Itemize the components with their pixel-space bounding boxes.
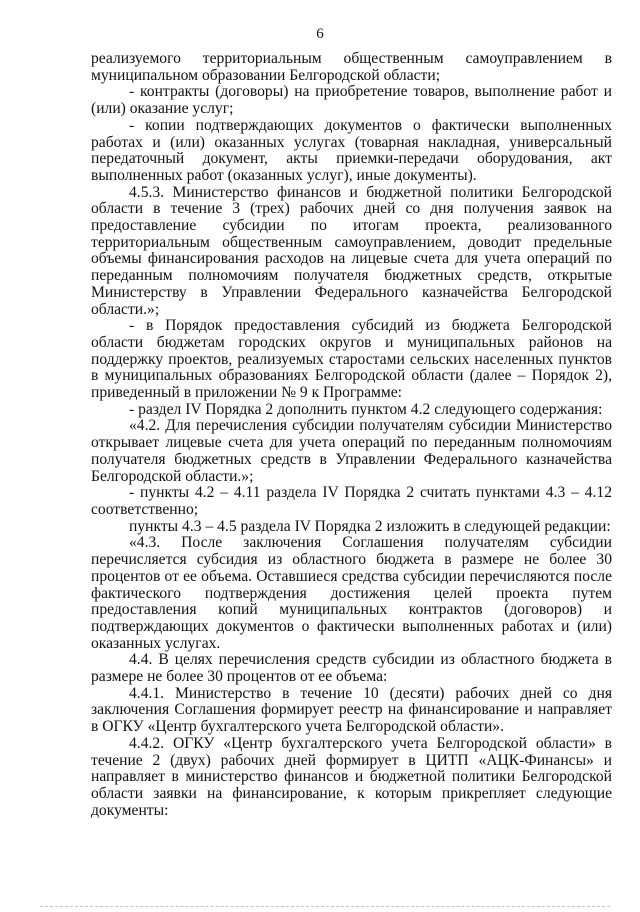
paragraph-4-4-1: 4.4.1. Министерство в течение 10 (десяти) рабочих дней со дня заключения Соглашения формирует реестр на финансирование и направляет в ОГКУ «Центр бухгалтерского учета Белгородской области». <box>91 684 612 736</box>
scan-bottom-edge <box>40 906 610 908</box>
paragraph-4-3: «4.3. После заключения Соглашения получателям субсидии перечисляется субсидия из областного бюджета в размере не более 30 процентов от ее объема. Оставшиеся средства субсидии перечисляются после фактического подтверждения достижения целей проекта путем предоставления копий муниципальных контрактов (договоров) и подтверждающих документов о фактически выполненных работах и (или) оказанных услугах. <box>91 534 612 652</box>
paragraph-4-5-3: 4.5.3. Министерство финансов и бюджетной политики Белгородской области в течение 3 (трех) рабочих дней со дня получения заявок на предоставление субсидии по итогам проекта, реализованного территориальным общественным самоуправлением, доводит предельные объемы финансирования расходов на лицевые счета для учета операций по переданным полномочиям получателя бюджетных средств, открытые Министерству в Управлении Федерального казначейства Белгородской области.»; <box>91 183 612 318</box>
paragraph-renumbering: - пункты 4.2 – 4.11 раздела IV Порядка 2 считать пунктами 4.3 – 4.12 соответственно; <box>91 484 612 518</box>
paragraph-4-4-2: 4.4.2. ОГКУ «Центр бухгалтерского учета Белгородской области» в течение 2 (двух) рабочих дней формирует в ЦИТП «АЦК-Финансы» и направляет в министерство финансов и бюджетной политики Белгородской области заявки на финансирование, к которым прикрепляет следующие документы: <box>91 734 612 819</box>
page-number: 6 <box>316 26 324 42</box>
paragraph-order-2: - в Порядок предоставления субсидий из бюджета Белгородской области бюджетам городских округов и муниципальных районов на поддержку проектов, реализуемых старостами сельских населенных пунктов в муниципальных образованиях Белгородской области (далее – Порядок 2), приведенный в приложении № 9 к Программе: <box>91 317 612 402</box>
document-body <box>91 51 612 819</box>
paragraph-contracts: - контракты (договоры) на приобретение товаров, выполнение работ и (или) оказание услуг; <box>91 83 612 118</box>
paragraph-section-iv-addition: - раздел IV Порядка 2 дополнить пунктом 4.2 следующего содержания: <box>129 400 603 418</box>
paragraph-document-copies: - копии подтверждающих документов о фактически выполненных работах и (или) оказанных услугах (товарная накладная, универсальный передаточный документ, акты приемки-передачи оборудования, акт выполненных работ (оказанных услуг), иные документы). <box>91 116 612 184</box>
paragraph-continuation: реализуемого территориальным общественным самоуправлением в муниципальном образовании Белгородской области; <box>91 50 612 84</box>
paragraph-4-2: «4.2. Для перечисления субсидии получателям субсидии Министерство открывает лицевые счета для учета операций по переданным полномочиям получателя бюджетных средств в Управлении Федерального казначейства Белгородской области.»; <box>91 417 612 485</box>
paragraph-new-wording: пункты 4.3 – 4.5 раздела IV Порядка 2 изложить в следующей редакции: <box>129 517 611 535</box>
paragraph-4-4: 4.4. В целях перечисления средств субсидии из областного бюджета в размере не более 30 процентов от ее объема: <box>91 651 612 686</box>
